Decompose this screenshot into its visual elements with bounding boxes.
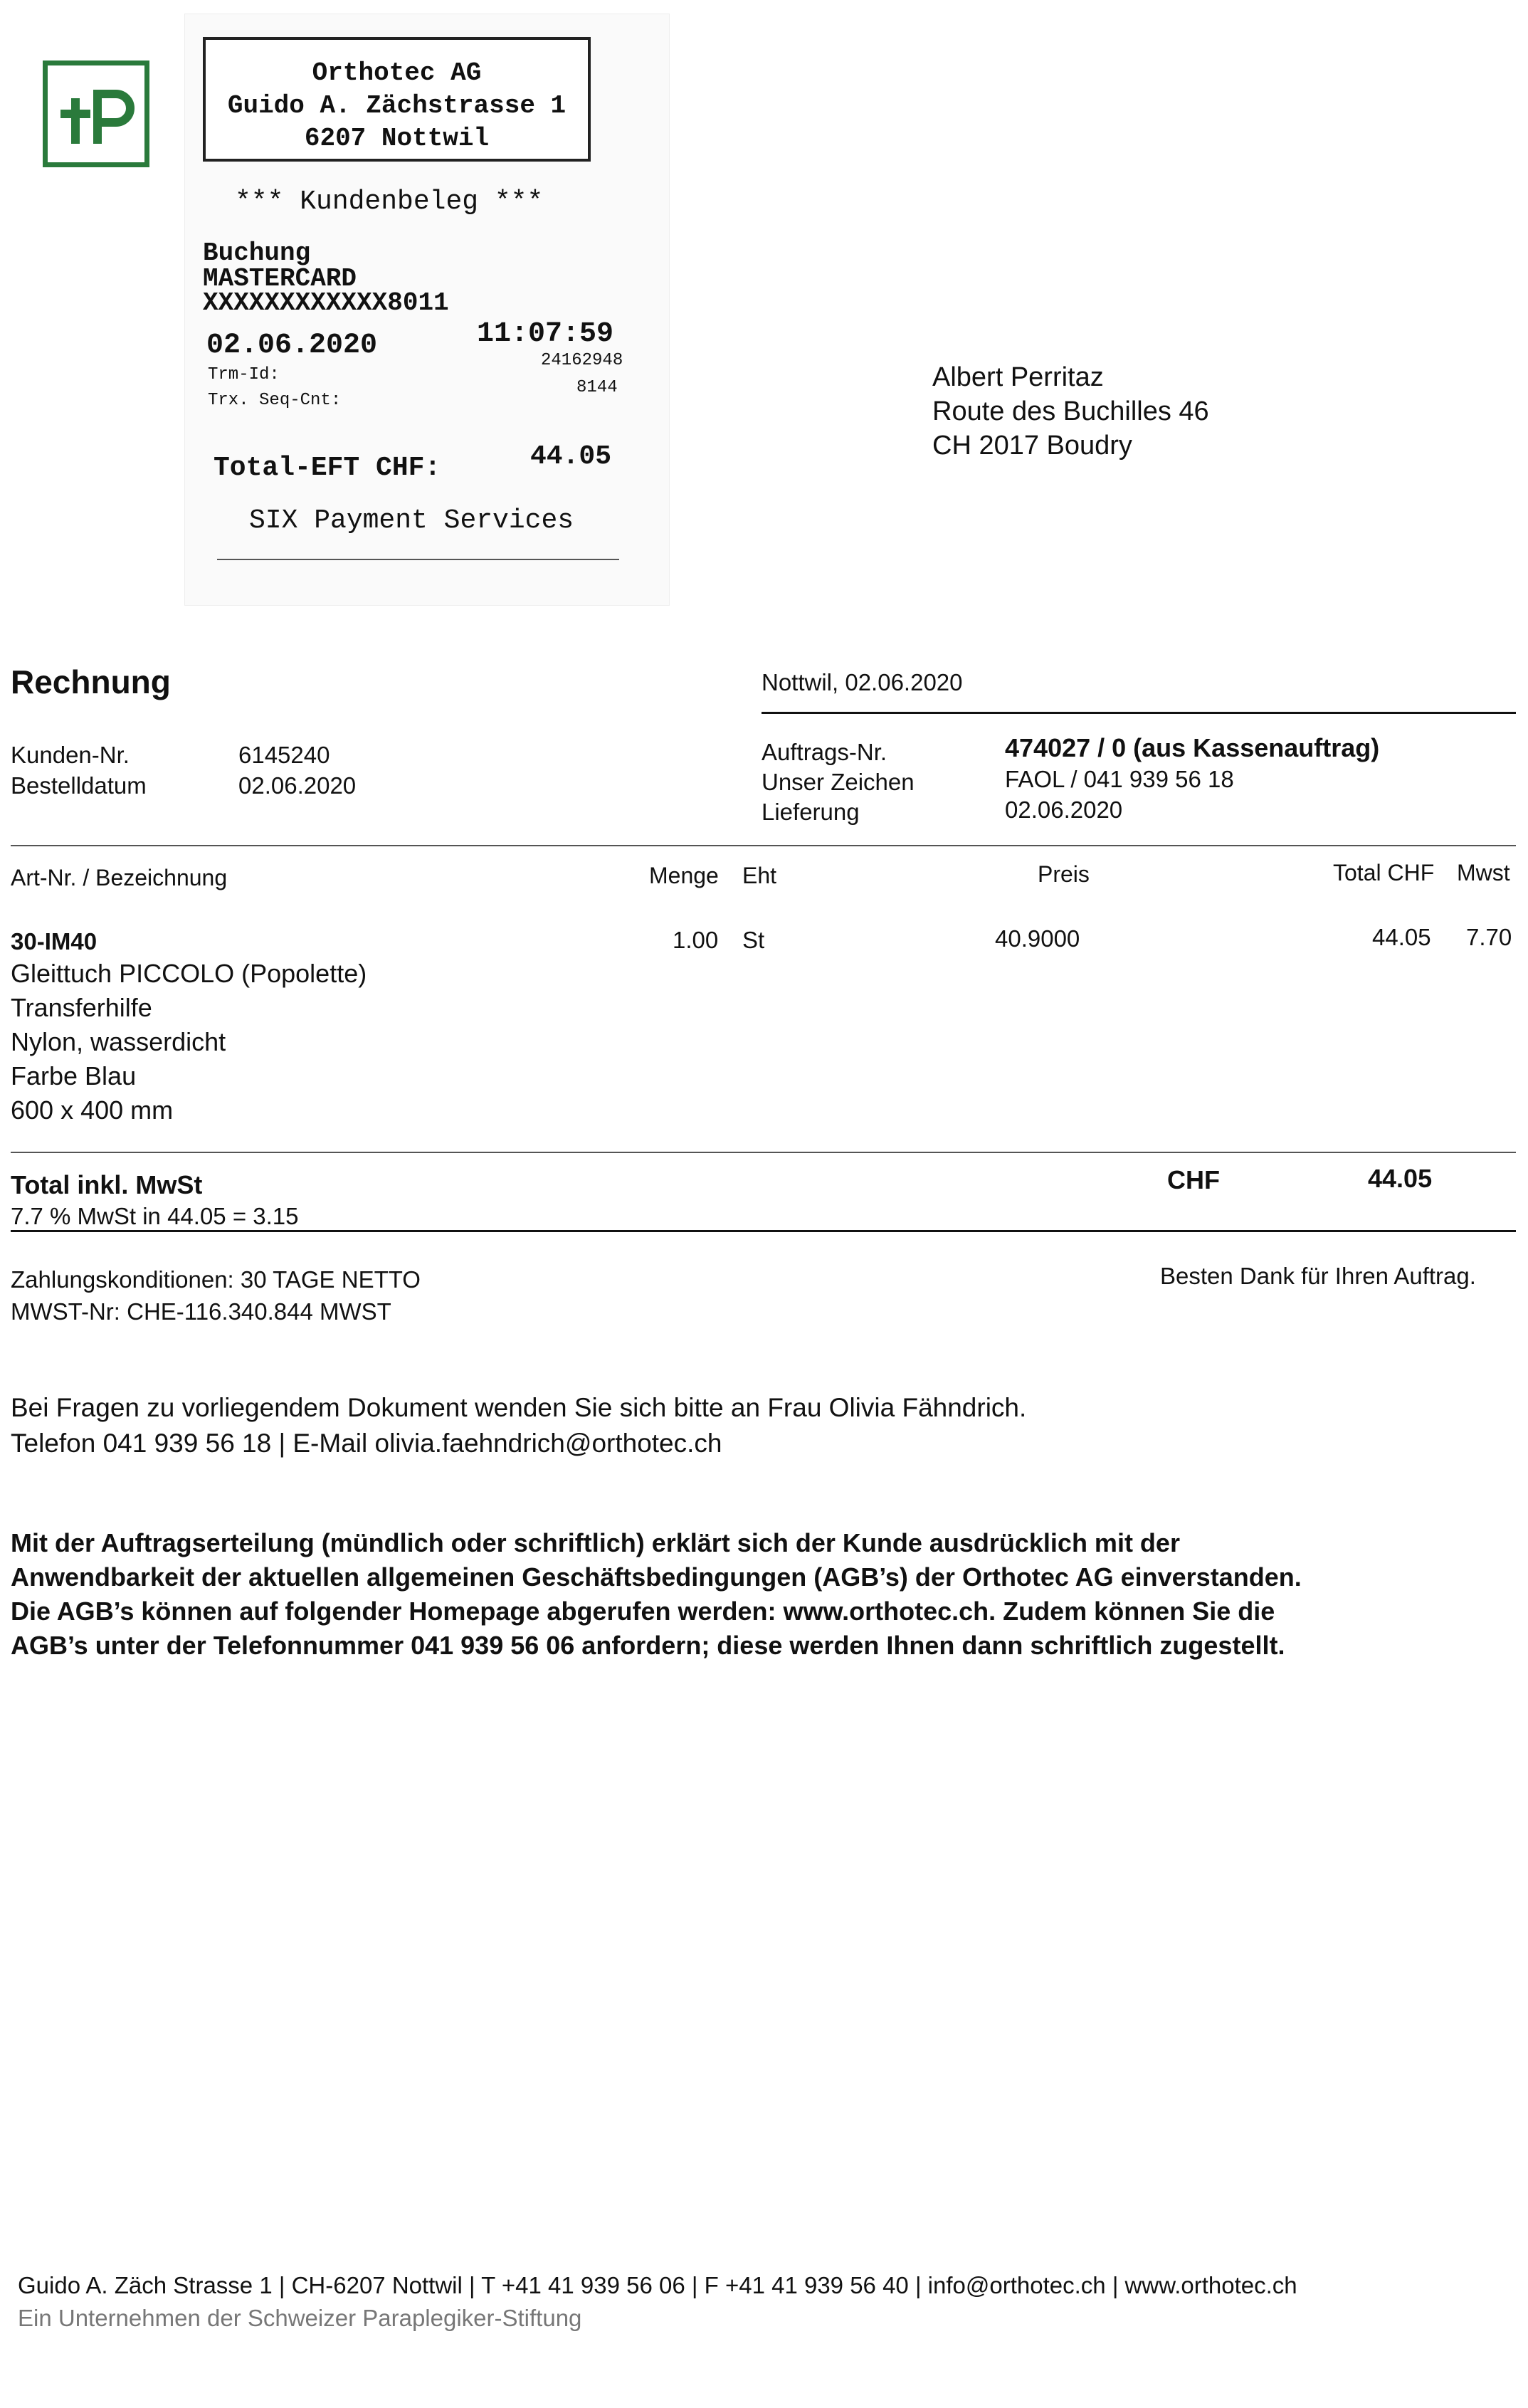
receipt-provider: SIX Payment Services — [249, 505, 574, 536]
receipt-seq-label: Trx. Seq-Cnt: — [208, 391, 342, 410]
invoice-title: Rechnung — [11, 663, 171, 700]
terms-line-3: Die AGB’s können auf folgender Homepage abgerufen werden: www.orthotec.ch. Zudem können Sie die — [11, 1597, 1275, 1626]
company-logo — [43, 61, 149, 167]
header-rule — [762, 712, 1516, 714]
thanks-note: Besten Dank für Ihren Auftrag. — [1160, 1263, 1476, 1289]
receipt-merchant-box — [203, 37, 591, 162]
order-date-label: Bestelldatum — [11, 772, 147, 799]
receipt-seq-value: 8144 — [576, 378, 618, 397]
col-total: Total CHF — [1333, 860, 1435, 885]
terms-line-2: Anwendbarkeit der aktuellen allgemeinen Geschäftsbedingungen (AGB’s) der Orthotec AG einverstanden. — [11, 1562, 1302, 1592]
item-vat: 7.70 — [1466, 924, 1512, 950]
delivery-date: 02.06.2020 — [1005, 796, 1123, 823]
order-date: 02.06.2020 — [238, 772, 357, 799]
order-no-label: Auftrags-Nr. — [762, 739, 887, 765]
col-price: Preis — [1038, 861, 1090, 887]
item-unit: St — [742, 927, 765, 953]
col-unit: Eht — [742, 863, 777, 888]
col-vat: Mwst — [1457, 860, 1510, 885]
item-article-no: 30-IM40 — [11, 928, 98, 955]
total-label: Total inkl. MwSt — [11, 1170, 203, 1199]
receipt-total-label: Total-EFT CHF: — [214, 453, 441, 483]
payment-terms: Zahlungskonditionen: 30 TAGE NETTO — [11, 1266, 421, 1293]
our-ref-label: Unser Zeichen — [762, 769, 915, 795]
receipt-title: *** Kundenbeleg *** — [235, 186, 544, 217]
total-currency: CHF — [1167, 1165, 1220, 1194]
receipt-date: 02.06.2020 — [206, 330, 378, 362]
item-price: 40.9000 — [995, 925, 1080, 952]
delivery-label: Lieferung — [762, 799, 860, 825]
receipt-card-number: XXXXXXXXXXXX8011 — [203, 288, 449, 317]
item-desc-5: 600 x 400 mm — [11, 1095, 174, 1125]
item-desc-1: Gleittuch PICCOLO (Popolette) — [11, 959, 367, 988]
contact-line-2: Telefon 041 939 56 18 | E-Mail olivia.faehndrich@orthotec.ch — [11, 1429, 722, 1458]
total-amount: 44.05 — [1368, 1164, 1433, 1193]
receipt-booking: Buchung — [203, 238, 311, 268]
item-qty: 1.00 — [673, 927, 719, 953]
order-no: 474027 / 0 (aus Kassenauftrag) — [1005, 733, 1380, 762]
recipient-name: Albert Perritaz — [932, 362, 1104, 392]
col-qty: Menge — [649, 863, 719, 888]
item-desc-3: Nylon, wasserdicht — [11, 1027, 226, 1056]
cross-p-icon — [48, 65, 144, 162]
footer-address: Guido A. Zäch Strasse 1 | CH-6207 Nottwil | T +41 41 939 56 06 | F +41 41 939 56 40 | info@orthotec.ch | www.orthotec.ch — [18, 2272, 1297, 2298]
footer-foundation: Ein Unternehmen der Schweizer Paraplegiker-Stiftung — [18, 2305, 582, 2331]
customer-no-label: Kunden-Nr. — [11, 742, 130, 768]
customer-no: 6145240 — [238, 742, 330, 768]
receipt-total-value: 44.05 — [530, 441, 612, 472]
contact-line-1: Bei Fragen zu vorliegendem Dokument wenden Sie sich bitte an Frau Olivia Fähndrich. — [11, 1393, 1027, 1422]
item-total: 44.05 — [1372, 924, 1431, 950]
receipt-divider — [217, 559, 619, 560]
our-ref: FAOL / 041 939 56 18 — [1005, 766, 1234, 792]
recipient-city: CH 2017 Boudry — [932, 431, 1132, 461]
item-desc-2: Transferhilfe — [11, 993, 152, 1022]
col-article: Art-Nr. / Bezeichnung — [11, 865, 228, 890]
receipt-street: Guido A. Zächstrasse 1 — [227, 91, 567, 120]
receipt-company: Orthotec AG — [312, 58, 482, 88]
invoice-place-date: Nottwil, 02.06.2020 — [762, 669, 963, 695]
receipt-trm-value: 24162948 — [541, 351, 623, 370]
vat-number: MWST-Nr: CHE-116.340.844 MWST — [11, 1298, 391, 1325]
table-top-rule — [11, 845, 1516, 846]
vat-line: 7.7 % MwSt in 44.05 = 3.15 — [11, 1203, 299, 1229]
table-bottom-rule — [11, 1152, 1516, 1153]
terms-line-1: Mit der Auftragserteilung (mündlich oder schriftlich) erklärt sich der Kunde ausdrücklich mit der — [11, 1528, 1180, 1557]
recipient-street: Route des Buchilles 46 — [932, 396, 1209, 426]
item-desc-4: Farbe Blau — [11, 1061, 137, 1090]
receipt-time: 11:07:59 — [477, 318, 614, 350]
totals-rule — [11, 1230, 1516, 1232]
terms-line-4: AGB’s unter der Telefonnummer 041 939 56 06 anfordern; diese werden Ihnen dann schriftlich zugestellt. — [11, 1631, 1285, 1660]
receipt-city: 6207 Nottwil — [304, 124, 490, 153]
receipt-trm-label: Trm-Id: — [208, 365, 280, 384]
receipt-card-type: MASTERCARD — [203, 264, 357, 293]
